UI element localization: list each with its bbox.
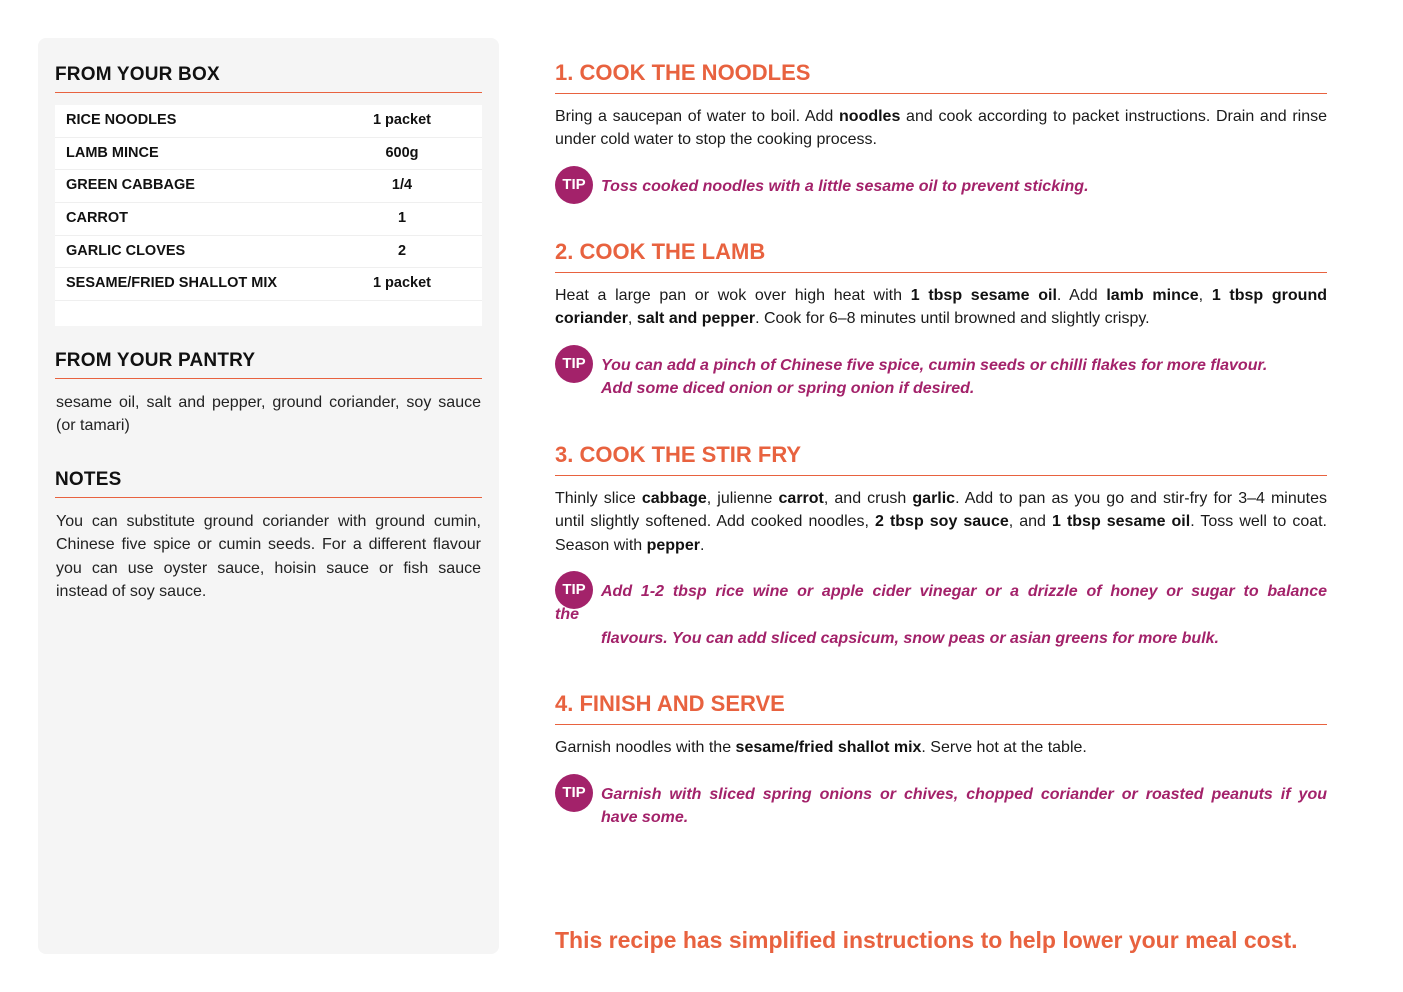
notes-text: You can substitute ground coriander with ground cumin, Chinese five spice or cumin seeds. For a different flavour you can use oyster sauce, hoisin sauce or fish sauce instead of soy sauce. [56,513,481,601]
step-2-body: Heat a large pan or wok over high heat with 1 tbsp sesame oil. Add lamb mince, 1 tbsp ground coriander, salt and pepper. Cook for 6–8 minutes until browned and slightly crispy. [555,287,1327,328]
ingredient-qty: 1 packet [372,112,432,128]
tip-3-line-1: Add 1-2 tbsp rice wine or apple cider vinegar or a drizzle of honey or sugar to balance [601,583,1327,600]
tip-1-badge: TIP [555,166,593,204]
tip-2-badge: TIP [555,345,593,383]
tip-2-text: You can add a pinch of Chinese five spice, cumin seeds or chilli flakes for more flavour. Add some diced onion or spring onion if desired. [601,357,1268,398]
tip-3-line-2: the [555,606,579,623]
tip-1-text: Toss cooked noodles with a little sesame oil to prevent sticking. [601,178,1089,195]
table-row [55,236,482,269]
ingredients-panel [38,38,499,954]
step-3-body: Thinly slice cabbage, julienne carrot, and crush garlic. Add to pan as you go and stir-fry for 3–4 minutes until slightly softened. Add cooked noodles, 2 tbsp soy sauce, and 1 tbsp sesame oil. Toss well to coat. Season with pepper. [555,490,1328,554]
ingredient-qty: 1 [397,210,407,227]
ingredient-name: SESAME/FRIED SHALLOT MIX [66,275,278,292]
step-4-body: Garnish noodles with the sesame/fried shallot mix. Serve hot at the table. [555,739,1087,756]
box-ingredients-table [55,105,482,326]
step-1-body: Bring a saucepan of water to boil. Add noodles and cook according to packet instructions. Drain and rinse under cold water to stop the cooking process. [555,108,1328,149]
table-row [55,138,482,171]
tip-4-badge: TIP [555,774,593,812]
tip-3-badge: TIP [555,571,593,609]
pantry-text: sesame oil, salt and pepper, ground coriander, soy sauce (or tamari) [56,394,481,435]
ingredient-name: CARROT [66,210,129,227]
tip-4-line-1: Garnish with sliced spring onions or chives, chopped coriander or roasted peanuts if you [601,786,1327,803]
table-row [55,268,482,301]
ingredient-qty: 2 [397,242,407,259]
tip-3-line-3: flavours. You can add sliced capsicum, snow peas or asian greens for more bulk. [601,630,1219,647]
ingredient-name: RICE NOODLES [66,112,177,128]
tip-4-line-2: have some. [601,809,689,826]
footer-note: This recipe has simplified instructions to help lower your meal cost. [555,927,1298,953]
from-your-box-title: FROM YOUR BOX [55,64,482,93]
table-row [55,203,482,236]
ingredient-qty: 600g [385,144,419,161]
table-row [55,170,482,203]
ingredient-name: LAMB MINCE [66,144,159,161]
ingredient-qty: 1 packet [372,275,432,292]
notes-title: NOTES [55,469,482,498]
ingredient-qty: 1/4 [391,177,413,194]
ingredient-name: GARLIC CLOVES [66,242,186,259]
table-row [55,105,482,138]
from-your-pantry-title: FROM YOUR PANTRY [55,350,482,379]
ingredient-name: GREEN CABBAGE [66,177,195,194]
step-4-title: 4. FINISH AND SERVE [555,691,1327,725]
step-3-title: 3. COOK THE STIR FRY [555,442,1327,476]
step-1-title: 1. COOK THE NOODLES [555,60,1327,94]
step-2-title: 2. COOK THE LAMB [555,239,1327,273]
